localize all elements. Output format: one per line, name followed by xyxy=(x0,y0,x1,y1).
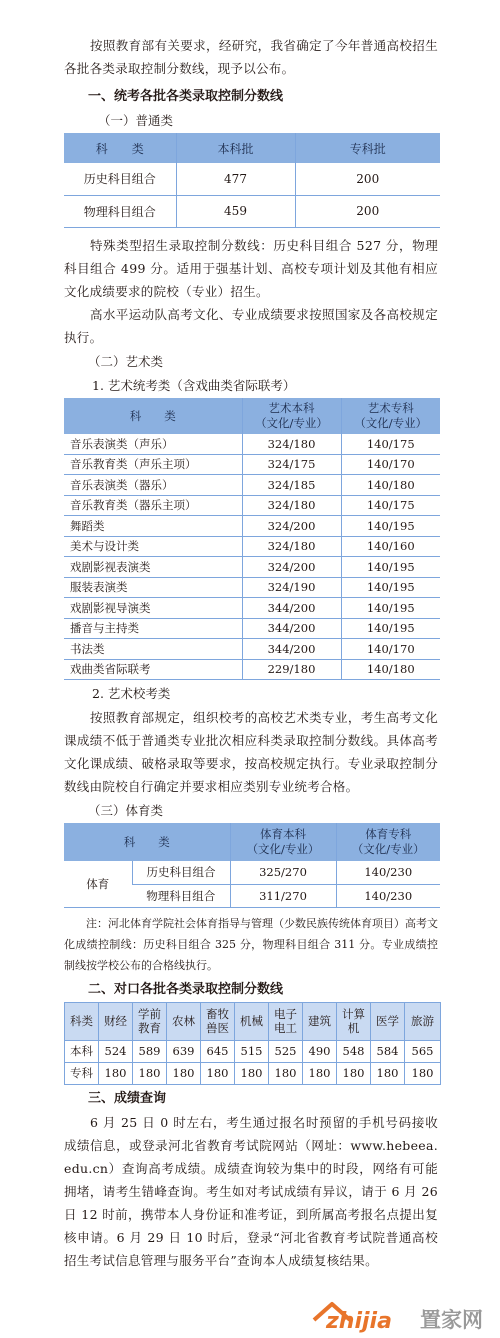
table-cell: 180 xyxy=(167,1062,201,1084)
table-cell: 200 xyxy=(295,163,440,195)
table-cell: 140/195 xyxy=(341,618,440,639)
table-cell: 490 xyxy=(303,1040,337,1062)
art-subheading-unified: 1. 艺术统考类（含戏曲类省际联考） xyxy=(92,377,296,393)
table-cell: 140/170 xyxy=(341,454,440,475)
table-row xyxy=(64,434,440,455)
table-cell: 645 xyxy=(201,1040,235,1062)
table-row xyxy=(65,1040,441,1062)
table-cell: 服装表演类 xyxy=(64,577,242,598)
table-cell: 324/200 xyxy=(242,516,341,537)
table-header: 农林 xyxy=(167,1002,201,1040)
table-cell: 324/180 xyxy=(242,536,341,557)
table-cell: 324/185 xyxy=(242,475,341,496)
table-row xyxy=(65,1062,441,1084)
table-header: 计算 机 xyxy=(337,1002,371,1040)
table-cell: 180 xyxy=(303,1062,337,1084)
watermark-logo xyxy=(310,1300,494,1334)
table-cell: 戏剧影视导演类 xyxy=(64,598,242,619)
table-header: 电子 电工 xyxy=(269,1002,303,1040)
table-cell: 344/200 xyxy=(242,618,341,639)
table-cell: 180 xyxy=(201,1062,235,1084)
table-cell: 477 xyxy=(176,163,295,195)
table-cell: 历史科目组合 xyxy=(64,163,176,195)
table-cell: 140/175 xyxy=(341,495,440,516)
high-level-paragraph: 高水平运动队高考文化、专业成绩要求按照国家及各高校规定执行。 xyxy=(64,306,438,345)
table-row xyxy=(64,861,440,884)
table-cell: 播音与主持类 xyxy=(64,618,242,639)
table-cell: 180 xyxy=(133,1062,167,1084)
table-cell: 180 xyxy=(337,1062,371,1084)
table-header: 科 类 xyxy=(64,398,242,434)
section-2-title: 二、对口各批各类录取控制分数线 xyxy=(88,981,284,997)
table-cell: 344/200 xyxy=(242,598,341,619)
table-row xyxy=(64,475,440,496)
table-cell: 325/270 xyxy=(230,861,336,884)
table-header: 学前 教育 xyxy=(133,1002,167,1040)
house-logo-icon xyxy=(310,1300,494,1334)
table-cell: 音乐表演类（器乐） xyxy=(64,475,242,496)
table-cell: 584 xyxy=(371,1040,405,1062)
table-cell: 324/180 xyxy=(242,434,341,455)
table-cell: 589 xyxy=(133,1040,167,1062)
table-header: 本科批 xyxy=(176,133,295,163)
table-row xyxy=(64,659,440,680)
art-subheading-school: 2. 艺术校考类 xyxy=(92,686,171,701)
table-cell: 180 xyxy=(99,1062,133,1084)
intro-paragraph: 按照教育部有关要求，经研究，我省确定了今年普通高校招生各批各类录取控制分数线，现予以公布。 xyxy=(64,38,438,76)
table-cell: 229/180 xyxy=(242,659,341,680)
table-header: 建筑 xyxy=(303,1002,337,1040)
table-cell: 140/180 xyxy=(341,659,440,680)
table-cell: 物理科目组合 xyxy=(132,884,230,907)
table-row xyxy=(64,516,440,537)
table-cell: 戏曲类省际联考 xyxy=(64,659,242,680)
table-header: 机械 xyxy=(235,1002,269,1040)
table-cell: 311/270 xyxy=(230,884,336,907)
table-header: 财经 xyxy=(99,1002,133,1040)
table-cell: 524 xyxy=(99,1040,133,1062)
table-header: 科 类 xyxy=(64,133,176,163)
general-heading: （一）普通类 xyxy=(98,113,174,128)
table-header: 艺术专科 （文化/专业） xyxy=(341,398,440,434)
table-cell: 历史科目组合 xyxy=(132,861,230,884)
table-cell: 140/195 xyxy=(341,598,440,619)
table-cell: 物理科目组合 xyxy=(64,195,176,227)
pe-note: 注：河北体育学院社会体育指导与管理（少数民族传统体育项目）高考文化成绩控制线：历史科目组合 325 分，物理科目组合 311 分。专业成绩控制线按学校公布的合格线执行。 xyxy=(64,916,438,972)
table-cell: 324/180 xyxy=(242,495,341,516)
table-cell: 459 xyxy=(176,195,295,227)
table-cell: 525 xyxy=(269,1040,303,1062)
table-cell: 140/160 xyxy=(341,536,440,557)
table-cell: 戏剧影视表演类 xyxy=(64,557,242,578)
table-cell: 140/195 xyxy=(341,516,440,537)
pe-table xyxy=(64,823,440,908)
special-type-paragraph: 特殊类型招生录取控制分数线：历史科目组合 527 分，物理科目组合 499 分。适用于强基计划、高校专项计划及其他有相应文化成绩要求的院校（专业）招生。 xyxy=(64,237,438,299)
table-cell: 548 xyxy=(337,1040,371,1062)
table-header: 医学 xyxy=(371,1002,405,1040)
section-1-title: 一、统考各批各类录取控制分数线 xyxy=(88,89,284,104)
table-cell: 本科 xyxy=(65,1040,99,1062)
table-cell: 515 xyxy=(235,1040,269,1062)
table-row xyxy=(64,195,440,227)
table-cell: 180 xyxy=(371,1062,405,1084)
table-row xyxy=(64,618,440,639)
table-cell: 180 xyxy=(405,1062,441,1084)
table-cell: 324/190 xyxy=(242,577,341,598)
table-row xyxy=(64,536,440,557)
table-cell: 书法类 xyxy=(64,639,242,660)
table-cell: 140/230 xyxy=(336,861,440,884)
table-cell: 140/175 xyxy=(341,434,440,455)
table-cell: 180 xyxy=(235,1062,269,1084)
table-cell: 324/200 xyxy=(242,557,341,578)
table-cell: 体育 xyxy=(64,861,132,907)
art-school-paragraph: 按照教育部规定，组织校考的高校艺术类专业，考生高考文化课成绩不低于普通类专业批次相应科类录取控制分数线。具体高考文化课成绩、破格录取等要求，按高校规定执行。专业录取控制分数线由院校自行确定并要求相应类别专业统考合格。 xyxy=(64,710,438,794)
table-row xyxy=(64,598,440,619)
score-query-paragraph: 6 月 25 日 0 时左右，考生通过报名时预留的手机号码接收成绩信息，或登录河北省教育考试院网站（网址：www.hebeea.edu.cn）查询高考成绩。成绩查询较为集中的时段，网络有可能拥堵，请考生错峰查询。考生如对考试成绩有异议，请于 6 月 26 日 12 时前，携带本人身份证和准考证，到所属高考报名点提出复核申请。6 月 29 日 10 时后，登录“河北省教育考试院普通高校招生考试信息管理与服务平台”查询本人成绩复核结果。 xyxy=(64,1114,438,1268)
table-cell: 美术与设计类 xyxy=(64,536,242,557)
table-cell: 专科 xyxy=(65,1062,99,1084)
table-row xyxy=(64,495,440,516)
pe-heading: （三）体育类 xyxy=(88,803,164,818)
table-cell: 140/180 xyxy=(341,475,440,496)
table-cell: 音乐教育类（器乐主项） xyxy=(64,495,242,516)
table-header: 畜牧 兽医 xyxy=(201,1002,235,1040)
table-cell: 180 xyxy=(269,1062,303,1084)
table-cell: 565 xyxy=(405,1040,441,1062)
table-row xyxy=(64,577,440,598)
table-cell: 140/170 xyxy=(341,639,440,660)
table-cell: 344/200 xyxy=(242,639,341,660)
table-cell: 音乐表演类（声乐） xyxy=(64,434,242,455)
table-row xyxy=(64,639,440,660)
table-cell: 舞蹈类 xyxy=(64,516,242,537)
table-header: 专科批 xyxy=(295,133,440,163)
table-cell: 140/195 xyxy=(341,557,440,578)
table-cell: 音乐教育类（声乐主项） xyxy=(64,454,242,475)
table-cell: 200 xyxy=(295,195,440,227)
table-row xyxy=(64,454,440,475)
table-header: 科类 xyxy=(65,1002,99,1040)
section-3-title: 三、成绩查询 xyxy=(88,1090,167,1106)
table-header: 艺术本科 （文化/专业） xyxy=(242,398,341,434)
vocational-table xyxy=(64,1002,441,1085)
table-row xyxy=(64,557,440,578)
general-table xyxy=(64,133,440,228)
table-row xyxy=(64,163,440,195)
table-header: 旅游 xyxy=(405,1002,441,1040)
table-cell: 140/230 xyxy=(336,884,440,907)
table-cell: 639 xyxy=(167,1040,201,1062)
svg-text:zhijia: zhijia xyxy=(326,1309,392,1334)
svg-text:置家网: 置家网 xyxy=(420,1308,483,1332)
table-header: 科 类 xyxy=(64,823,230,861)
table-header: 体育本科 （文化/专业） xyxy=(230,823,336,861)
table-cell: 324/175 xyxy=(242,454,341,475)
art-heading: （二）艺术类 xyxy=(88,353,164,369)
table-cell: 140/195 xyxy=(341,577,440,598)
table-header: 体育专科 （文化/专业） xyxy=(336,823,440,861)
art-table xyxy=(64,398,440,681)
